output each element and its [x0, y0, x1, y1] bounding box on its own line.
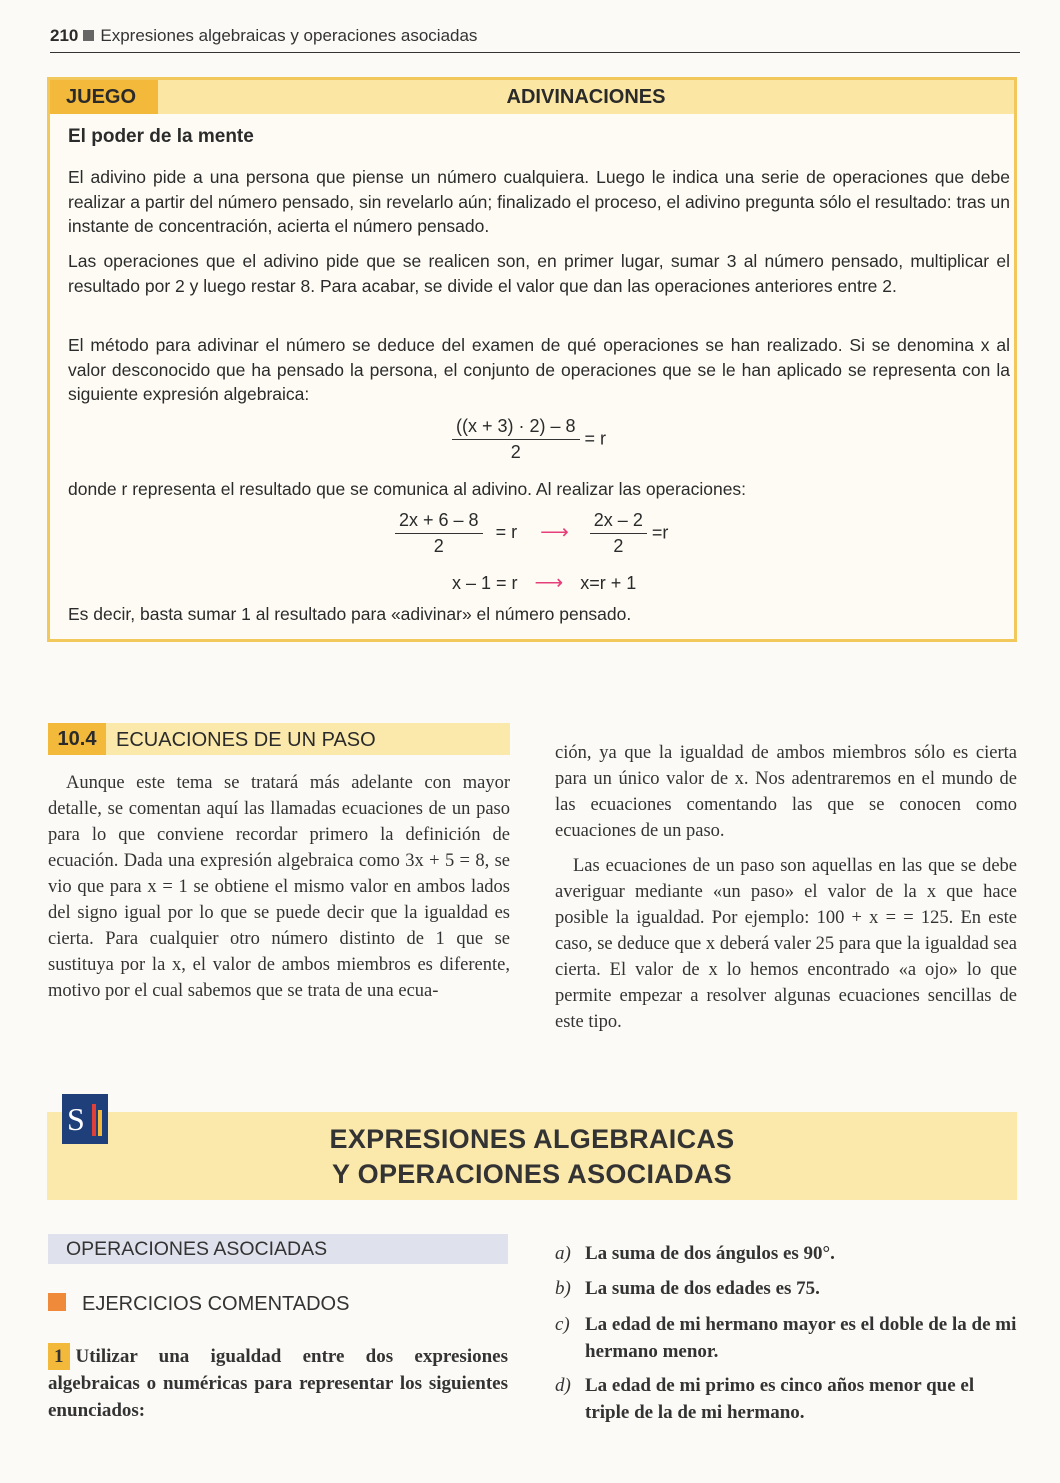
item-text: La suma de dos edades es 75.	[585, 1278, 820, 1299]
square-bullet-icon	[83, 30, 94, 41]
exercise-number: 1	[48, 1343, 70, 1370]
item-text: La suma de dos ángulos es 90°.	[585, 1243, 835, 1264]
game-box-header	[50, 80, 1014, 114]
game-tag: JUEGO	[50, 80, 158, 114]
section-column-2-paragraph-1: ción, ya que la igualdad de ambos miembros sólo es cierta para un único valor de x. Nos adentraremos en el mundo de las ecuaciones comentando las que se conocen como ecuaciones de un paso.	[555, 743, 1017, 841]
fraction-denominator: 2	[510, 442, 521, 462]
arrow-right-icon: ⟶	[534, 572, 564, 594]
logo-letter: S	[67, 1101, 85, 1137]
running-header	[50, 26, 1020, 53]
exercises-title: EJERCICIOS COMENTADOS	[82, 1293, 350, 1315]
chapter-summary-title-line-2: Y OPERACIONES ASOCIADAS	[332, 1159, 732, 1189]
game-subtitle: El poder de la mente	[68, 126, 254, 147]
equation-rhs: =r	[651, 522, 669, 543]
section-title: ECUACIONES DE UN PASO	[116, 729, 376, 751]
chapter-summary-title-line-1: EXPRESIONES ALGEBRAICAS	[329, 1124, 735, 1154]
arrow-right-icon: ⟶	[540, 521, 569, 544]
fraction-numerator: 2x + 6 – 8	[395, 510, 483, 534]
section-heading	[48, 723, 510, 755]
equation-1	[452, 416, 606, 463]
exercise-statement: Utilizar una igualdad entre dos expresiones algebraicas o numéricas para representar los siguientes enunciados:	[48, 1346, 508, 1421]
fraction	[452, 416, 580, 463]
equation-rhs: = r	[495, 522, 518, 543]
game-paragraph-5: Es decir, basta sumar 1 al resultado para «adivinar» el número pensado.	[68, 604, 632, 624]
exercise-1	[48, 1343, 508, 1424]
list-item	[555, 1311, 1017, 1365]
chapter-summary-title	[47, 1122, 1017, 1192]
item-label: d)	[555, 1375, 571, 1396]
item-label: b)	[555, 1278, 571, 1299]
equation-2	[395, 510, 668, 557]
section-column-1: Aunque este tema se tratará más adelante con mayor detalle, se comentan aquí las llamadas ecuaciones de un paso para lo que conviene recordar primero la definición de ecuación. Dada una expresión algebraica como 3x + 5 = 8, se vio que para x = 1 se obtiene el mismo valor en ambos lados del signo igual por lo que se puede decir que la igualdad es cierta. Para cualquier otro número distinto de 1 que se sustituya por la x, el valor de ambos miembros es diferente, motivo por el cual sabemos que se trata de una ecua-	[48, 773, 510, 1001]
section-number: 10.4	[48, 723, 106, 755]
list-item	[555, 1275, 1017, 1302]
equation-3	[452, 570, 636, 595]
fraction-denominator: 2	[613, 536, 624, 556]
running-title: Expresiones algebraicas y operaciones asociadas	[100, 26, 478, 45]
equation-left: x – 1 = r	[452, 573, 518, 593]
list-item	[555, 1372, 1017, 1426]
game-paragraph-2: Las operaciones que el adivino pide que se realicen son, en primer lugar, sumar 3 al número pensado, multiplicar el resultado por 2 y luego restar 8. Para acabar, se divide el valor que dan las operaciones anteriores entre 2.	[68, 251, 1010, 296]
fraction-numerator: 2x – 2	[590, 510, 647, 534]
item-label: a)	[555, 1243, 571, 1264]
item-text: La edad de mi hermano mayor es el doble de la de mi hermano menor.	[585, 1314, 1017, 1362]
page-number: 210	[50, 26, 79, 45]
game-paragraph-4: donde r representa el resultado que se comunica al adivino. Al realizar las operaciones:	[68, 479, 747, 499]
fraction-numerator: ((x + 3) · 2) – 8	[452, 416, 580, 440]
game-paragraph-3: El método para adivinar el número se deduce del examen de qué operaciones se han realizado. Si se denomina x al valor desconocido que ha pensado la persona, el conjunto de operaciones que se le han aplicado se representa con la siguiente expresión algebraica:	[68, 335, 1010, 404]
equation-rhs: = r	[584, 428, 607, 449]
game-box	[47, 77, 1017, 642]
game-title: ADIVINACIONES	[506, 86, 666, 108]
game-paragraph-1: El adivino pide a una persona que piense un número cualquiera. Luego le indica una serie de operaciones que debe realizar a partir del número pensado, sin revelarlo aún; finalizado el proceso, el adivino pregunta sólo el resultado: tras un instante de concentración, acierta el número pensado.	[68, 167, 1010, 236]
fraction	[395, 510, 483, 557]
list-item	[555, 1240, 1017, 1267]
subsection-title: OPERACIONES ASOCIADAS	[66, 1238, 328, 1260]
equation-right: x=r + 1	[580, 573, 637, 593]
fraction-denominator: 2	[433, 536, 444, 556]
orange-square-icon	[48, 1293, 66, 1311]
fraction	[590, 510, 647, 557]
item-text: La edad de mi primo es cinco años menor que el triple de la de mi hermano.	[585, 1375, 975, 1423]
section-column-2-paragraph-2: Las ecuaciones de un paso son aquellas en las que se debe averiguar mediante «un paso» el valor de la x que hace posible la igualdad. Por ejemplo: 100 + x = = 125. En este caso, se deduce que x deberá valer 25 para que la igualdad sea cierta. El valor de x lo hemos encontrado «a ojo» lo que permite empezar a resolver algunas ecuaciones sencillas de este tipo.	[555, 856, 1017, 1032]
item-label: c)	[555, 1314, 570, 1335]
